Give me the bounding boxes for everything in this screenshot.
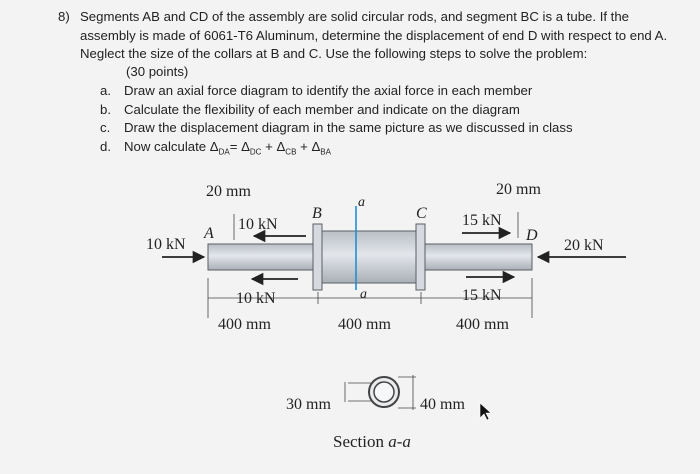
delta-symbol: Δ [209, 138, 219, 154]
problem-points: (30 points) [126, 64, 189, 79]
section-caption [333, 432, 411, 451]
length-AB: 400 mm [218, 316, 271, 333]
point-B-label: B [312, 205, 322, 222]
length-CD: 400 mm [456, 316, 509, 333]
delta-symbol: Δ [276, 138, 286, 154]
dim-top-left: 20 mm [206, 183, 251, 200]
section-caption-var: a-a [388, 432, 411, 451]
step-letter: b. [100, 101, 111, 117]
load-A-top-label: 10 kN [238, 216, 278, 233]
delta-symbol: Δ [311, 138, 321, 154]
step-text: Draw an axial force diagram to identify the axial force in each member [124, 83, 533, 98]
point-A-label: A [204, 225, 214, 242]
formula-operator: = [229, 138, 242, 154]
step-text: Draw the displacement diagram in the same picture as we discussed in class [124, 120, 573, 136]
delta-subscript: BA [320, 147, 331, 157]
load-A-left-label: 10 kN [146, 236, 186, 253]
collar-C [416, 224, 425, 290]
point-C-label: C [416, 205, 427, 222]
tube-BC [320, 231, 418, 283]
dim-top-right: 20 mm [496, 181, 541, 198]
formula-operator: + [261, 138, 277, 154]
rod-AB [208, 244, 316, 270]
section-inner-diameter: 30 mm [286, 396, 331, 413]
cursor-icon [480, 403, 491, 420]
length-BC: 400 mm [338, 316, 391, 333]
formula-operator: + [296, 138, 312, 154]
section-caption-prefix: Section [333, 432, 389, 451]
delta-subscript: DA [218, 147, 230, 157]
point-D-label: D [526, 227, 538, 244]
step-text-prefix: Now calculate [124, 138, 210, 154]
section-outer-diameter: 40 mm [420, 396, 465, 413]
load-C-bottom-label: 15 kN [462, 287, 502, 304]
load-C-top-label: 15 kN [462, 212, 502, 229]
delta-subscript: CB [285, 147, 297, 157]
rod-CD [422, 244, 532, 270]
step-letter: d. [100, 138, 111, 154]
section-mark-top: a [358, 195, 365, 210]
delta-subscript: DC [249, 147, 262, 157]
problem-statement: Segments AB and CD of the assembly are solid circular rods, and segment BC is a tube. If the assembly is made of 6061-T6 Aluminum, determine the displacement of end D with respect to end A. Neglect the size of the collars at B and C. Use the following steps to solve the problem: [80, 9, 668, 61]
load-B-bottom-label: 10 kN [236, 290, 276, 307]
step-letter: c. [100, 120, 111, 136]
section-inner-circle [374, 382, 394, 402]
section-mark-bottom: a [360, 287, 367, 302]
problem-number: 8) [58, 9, 70, 24]
load-D-right-label: 20 kN [564, 237, 604, 254]
collar-B [313, 224, 322, 290]
step-letter: a. [100, 83, 111, 98]
delta-symbol: Δ [241, 138, 250, 154]
step-text: Calculate the flexibility of each member and indicate on the diagram [124, 101, 520, 117]
